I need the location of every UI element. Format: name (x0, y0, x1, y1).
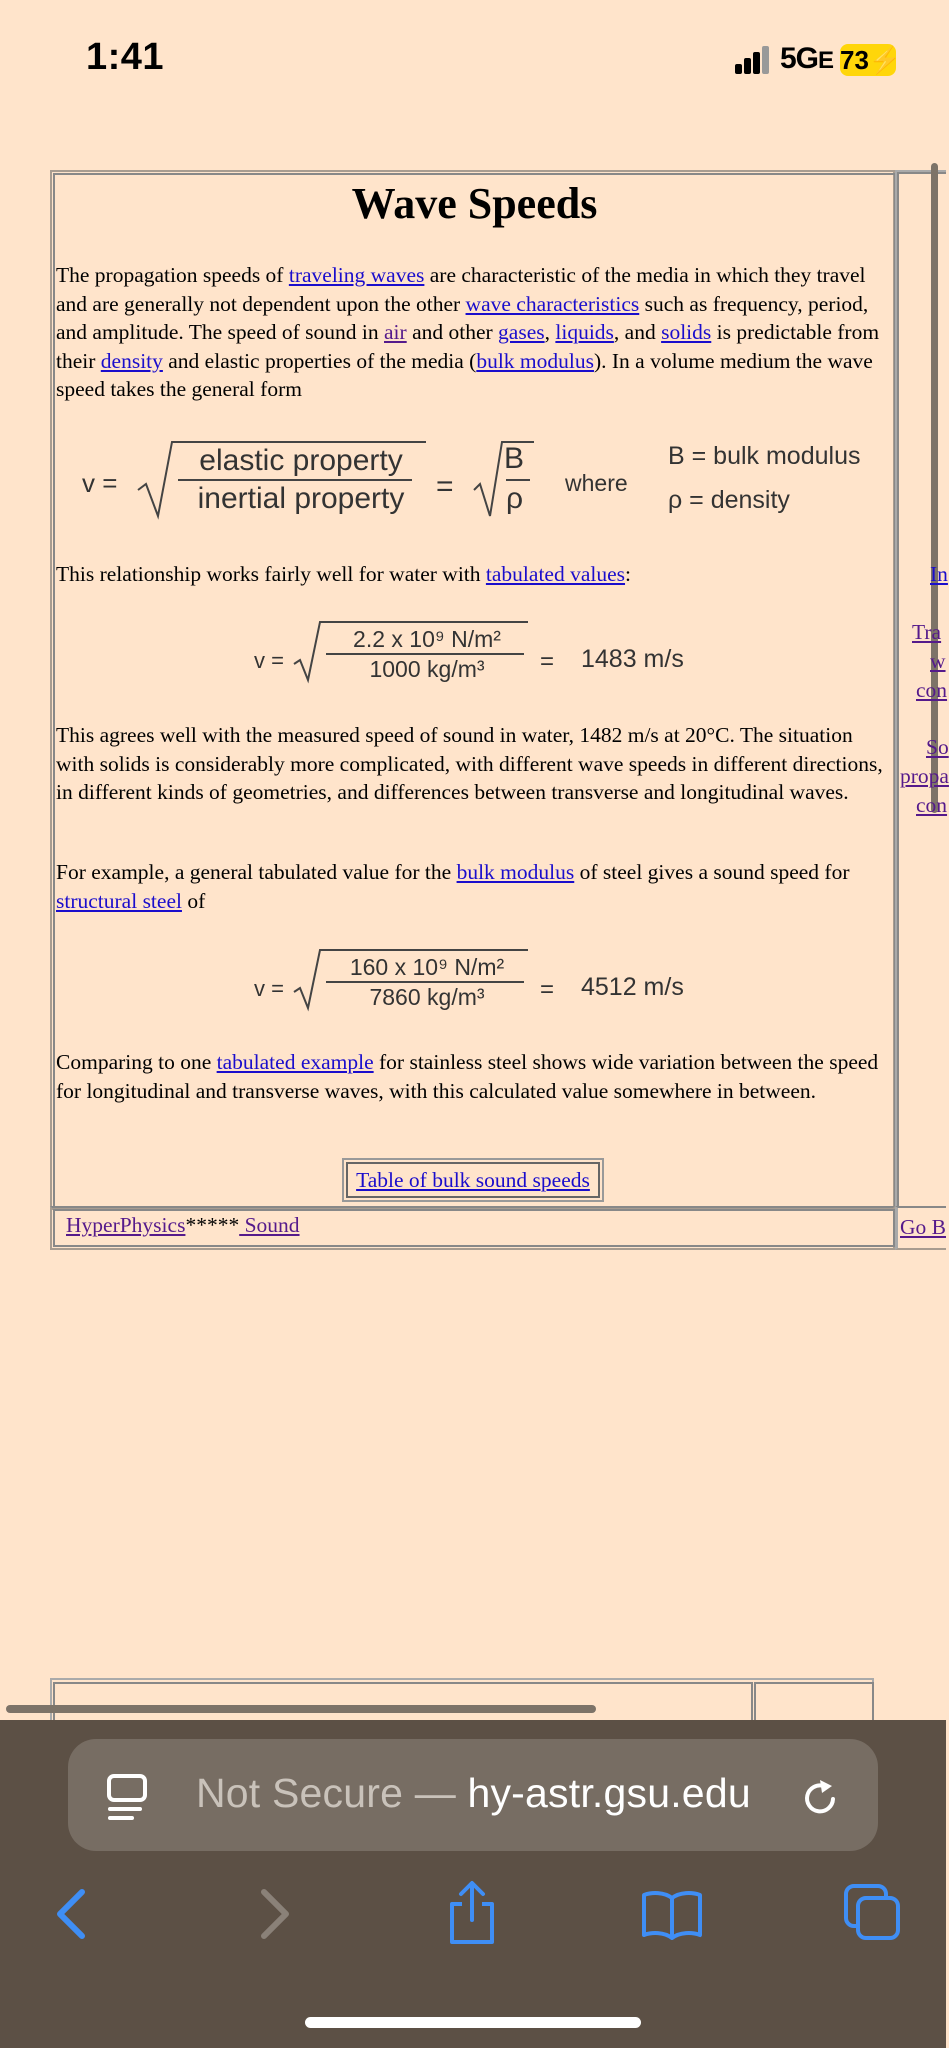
vertical-scrollbar[interactable] (931, 163, 938, 813)
formula2-numerator: 2.2 x 10⁹ N/m² (353, 626, 501, 652)
link-traveling-waves[interactable]: traveling waves (288, 263, 425, 287)
link-bulk-modulus-2[interactable]: bulk modulus (456, 860, 575, 884)
link-tabulated-example[interactable]: tabulated example (216, 1050, 374, 1074)
link-liquids[interactable]: liquids (555, 320, 614, 344)
status-time: 1:41 (86, 36, 165, 78)
formula1-b: B (504, 442, 525, 475)
formula1-def-rho: ρ = density (668, 486, 790, 514)
share-icon[interactable] (444, 1880, 500, 1946)
link-wave-characteristics[interactable]: wave characteristics (465, 291, 640, 316)
formula1-v: v = (82, 468, 118, 498)
link-gases[interactable]: gases (498, 320, 545, 344)
tabs-icon[interactable] (842, 1882, 902, 1942)
side-link-con-text[interactable]: con (916, 678, 948, 702)
formula3-numerator: 160 x 10⁹ N/m² (349, 954, 505, 980)
page-menu-icon[interactable] (106, 1773, 150, 1821)
footer-go-back-text[interactable]: Go B (900, 1215, 946, 1239)
table-bulk-sound-speeds-link[interactable] (346, 1162, 600, 1198)
side-link-w-text[interactable]: w (930, 649, 946, 673)
link-tabulated-values[interactable]: tabulated values (485, 562, 626, 586)
link-hyperphysics[interactable]: HyperPhysics (66, 1213, 186, 1237)
link-air[interactable]: air (384, 320, 407, 344)
intro-paragraph: The propagation speeds of traveling waves are characteristic of the media in which they travel and are generally not dependent upon the other wave characteristics such as frequency, period, and amplitude. The speed of sound in air and other gases, liquids, and solids is predictable from their density and elastic properties of the media (bulk modulus). In a volume medium the wave speed takes the general form (56, 263, 880, 401)
link-structural-steel[interactable]: structural steel (56, 888, 182, 913)
side-link-propa-text[interactable]: propa (900, 764, 949, 788)
battery-indicator: 73⚡ (840, 45, 902, 75)
formula2-equals: = (540, 648, 555, 675)
link-density[interactable]: density (100, 348, 163, 373)
formula2-v: v = (254, 648, 284, 673)
side-link-tra[interactable] (900, 618, 946, 647)
back-icon[interactable] (52, 1888, 88, 1940)
formula1-denominator: inertial property (197, 482, 405, 515)
side-link-con2[interactable] (900, 791, 946, 820)
formula1-where: where (565, 470, 628, 496)
side-link-w[interactable] (900, 647, 946, 676)
side-link-in[interactable] (900, 560, 946, 589)
link-bulk-modulus[interactable]: bulk modulus (476, 348, 594, 373)
home-indicator[interactable] (305, 2017, 641, 2028)
link-solids[interactable]: solids (661, 320, 712, 344)
formula1-rho: ρ (506, 482, 524, 515)
side-link-so[interactable] (900, 733, 949, 762)
link-sound[interactable]: Sound (239, 1213, 300, 1237)
side-link-in-text[interactable]: In (930, 562, 948, 586)
network-type: 5GE (780, 42, 834, 75)
formula1-def-b: B = bulk modulus (668, 442, 861, 470)
reload-icon[interactable] (802, 1778, 840, 1818)
table-bulk-sound-speeds-text[interactable]: Table of bulk sound speeds (356, 1168, 590, 1192)
side-link-con2-text[interactable]: con (916, 793, 948, 817)
page-title: Wave Speeds (351, 179, 598, 228)
compare-paragraph: Comparing to one tabulated example for stainless steel shows wide variation between the speed for longitudinal and transverse waves, with this calculated value somewhere in between. (56, 1050, 879, 1103)
side-link-tra-text[interactable]: Tra (912, 620, 942, 644)
formula3-result: 4512 m/s (581, 973, 684, 1001)
footer-go-back[interactable] (900, 1213, 946, 1242)
formula3-denominator: 7860 kg/m³ (369, 984, 485, 1010)
side-link-con[interactable] (900, 676, 946, 705)
bookmarks-icon[interactable] (640, 1888, 704, 1940)
formula2-result: 1483 m/s (581, 645, 684, 673)
footer-nav: HyperPhysics***** Sound (66, 1213, 300, 1237)
forward-icon[interactable] (258, 1888, 294, 1940)
side-link-propa[interactable] (900, 762, 949, 791)
agree-paragraph: This agrees well with the measured speed of sound in water, 1482 m/s at 20°C. The situation with solids is considerably more complicated, with different wave speeds in different directions, in different kinds of geometries, and differences between transverse and longitudinal waves. (56, 723, 883, 804)
cellular-signal-icon (735, 44, 771, 74)
formula2-denominator: 1000 kg/m³ (369, 656, 485, 682)
formula3-v: v = (254, 976, 284, 1001)
formula1-numerator: elastic property (199, 444, 403, 477)
formula1-equals: = (436, 470, 454, 503)
steel-paragraph: For example, a general tabulated value for the bulk modulus of steel gives a sound speed for structural steel of (56, 860, 850, 913)
water-paragraph: This relationship works fairly well for water with tabulated values: (56, 562, 631, 586)
horizontal-scrollbar[interactable] (6, 1705, 596, 1713)
url-text[interactable]: Not Secure — hy-astr.gsu.edu (196, 1770, 751, 1816)
formula3-equals: = (540, 976, 555, 1003)
side-link-so-text[interactable]: So (926, 735, 949, 759)
